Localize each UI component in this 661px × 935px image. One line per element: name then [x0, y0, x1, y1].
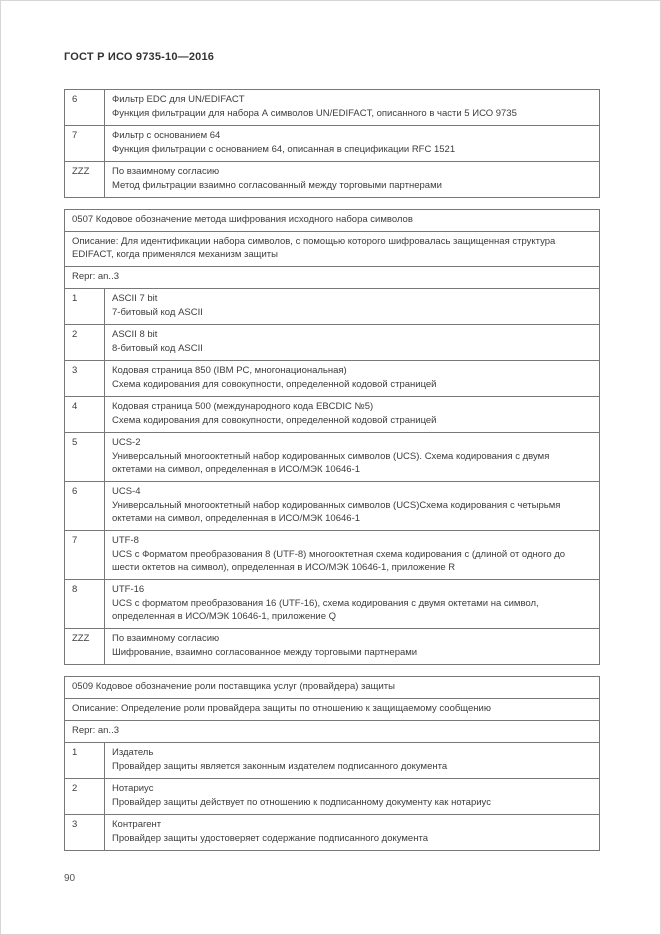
- code-value: ZZZ: [65, 629, 105, 665]
- code-description-cell: [105, 289, 600, 325]
- document-header-title: ГОСТ Р ИСО 9735-10—2016: [64, 51, 215, 63]
- code-name: Контрагент: [112, 819, 162, 830]
- code-name: UTF-8: [112, 535, 139, 546]
- code-name: По взаимному согласию: [112, 633, 220, 644]
- table-row: [65, 325, 600, 361]
- table-row: [65, 531, 600, 580]
- code-value: 5: [65, 433, 105, 482]
- code-description-cell: [105, 779, 600, 815]
- code-name: UCS-4: [112, 486, 141, 497]
- code-name: Кодовая страница 500 (международного кода EBCDIC №5): [112, 401, 374, 412]
- code-value: 7: [65, 531, 105, 580]
- code-description-cell: [105, 126, 600, 162]
- code-description: Универсальный многооктетный набор кодированных символов (UCS)Схема кодирования с четырьмя октетами на символ, определенная в ИСО/МЭК 10646-1: [112, 500, 561, 524]
- table-row: [65, 361, 600, 397]
- code-value: ZZZ: [65, 162, 105, 198]
- code-value: 1: [65, 289, 105, 325]
- code-description: UCS с Форматом преобразования 8 (UTF-8) многооктетная схема кодирования с (длиной от одного до шести октетов на символ), определенная в ИСО/МЭК 10646-1, приложение R: [112, 549, 566, 573]
- table-row: [65, 677, 600, 699]
- code-value: 2: [65, 325, 105, 361]
- code-name: Кодовая страница 850 (IBM PC, многонациональная): [112, 365, 347, 376]
- page-content: [64, 89, 600, 884]
- table-row: [65, 433, 600, 482]
- table-row: [65, 482, 600, 531]
- code-name: ASCII 7 bit: [112, 293, 158, 304]
- code-value: 7: [65, 126, 105, 162]
- table-row: [65, 210, 600, 232]
- code-value: 8: [65, 580, 105, 629]
- code-value: 6: [65, 90, 105, 126]
- code-description: Шифрование, взаимно согласованное между торговыми партнерами: [112, 647, 418, 658]
- code-value: 3: [65, 815, 105, 851]
- code-description-cell: [105, 433, 600, 482]
- code-value: 6: [65, 482, 105, 531]
- code-name: По взаимному согласию: [112, 166, 220, 177]
- code-description: Схема кодирования для совокупности, определенной кодовой страницей: [112, 379, 437, 390]
- code-value: 4: [65, 397, 105, 433]
- table-row: [65, 397, 600, 433]
- code-description-cell: [105, 325, 600, 361]
- code-value: 2: [65, 779, 105, 815]
- table-description: Описание: Определение роли провайдера защиты по отношению к защищаемому сообщению: [65, 699, 600, 721]
- code-name: Нотариус: [112, 783, 154, 794]
- code-description-cell: [105, 361, 600, 397]
- code-name: Фильтр с основанием 64: [112, 130, 221, 141]
- table-row: [65, 815, 600, 851]
- code-description: UCS с форматом преобразования 16 (UTF-16), схема кодирования с двумя октетами на символ, определенная в ИСО/МЭК 10646-1, приложение Q: [112, 598, 539, 622]
- table-row: [65, 289, 600, 325]
- table-row: [65, 721, 600, 743]
- code-name: UCS-2: [112, 437, 141, 448]
- table-0509: [64, 676, 600, 851]
- table-row: [65, 699, 600, 721]
- code-description-cell: [105, 629, 600, 665]
- code-description-cell: [105, 482, 600, 531]
- code-description-cell: [105, 397, 600, 433]
- code-description-cell: [105, 815, 600, 851]
- table-description: Описание: Для идентификации набора символов, с помощью которого шифровалась защищенная структура EDIFACT, когда применялся механизм защиты: [65, 232, 600, 267]
- table-row: [65, 629, 600, 665]
- code-description-cell: [105, 90, 600, 126]
- code-description: Метод фильтрации взаимно согласованный между торговыми партнерами: [112, 180, 442, 191]
- code-description: Функция фильтрации для набора А символов UN/EDIFACT, описанного в части 5 ИСО 9735: [112, 108, 517, 119]
- code-value: 3: [65, 361, 105, 397]
- table-repr: Repr: an..3: [65, 267, 600, 289]
- table-repr: Repr: an..3: [65, 721, 600, 743]
- code-description: Провайдер защиты действует по отношению к подписанному документу как нотариус: [112, 797, 491, 808]
- code-description: 8-битовый код ASCII: [112, 343, 203, 354]
- code-description: Функция фильтрации с основанием 64, описанная в спецификации RFC 1521: [112, 144, 456, 155]
- code-description: 7-битовый код ASCII: [112, 307, 203, 318]
- code-name: Издатель: [112, 747, 154, 758]
- code-description-cell: [105, 743, 600, 779]
- table-row: [65, 743, 600, 779]
- code-value: 1: [65, 743, 105, 779]
- table-title: 0507 Кодовое обозначение метода шифрования исходного набора символов: [65, 210, 600, 232]
- table-row: [65, 267, 600, 289]
- code-description: Провайдер защиты является законным издателем подписанного документа: [112, 761, 448, 772]
- table-title: 0509 Кодовое обозначение роли поставщика услуг (провайдера) защиты: [65, 677, 600, 699]
- code-description: Схема кодирования для совокупности, определенной кодовой страницей: [112, 415, 437, 426]
- filter-codes-table: [64, 89, 600, 198]
- code-name: UTF-16: [112, 584, 145, 595]
- page-number: 90: [64, 873, 76, 884]
- table-row: [65, 90, 600, 126]
- code-description-cell: [105, 580, 600, 629]
- table-row: [65, 580, 600, 629]
- table-row: [65, 126, 600, 162]
- code-description: Провайдер защиты удостоверяет содержание подписанного документа: [112, 833, 428, 844]
- table-row: [65, 232, 600, 267]
- code-description: Универсальный многооктетный набор кодированных символов (UCS). Схема кодирования с двумя октетами на символ, определенная в ИСО/МЭК 10646-1: [112, 451, 550, 475]
- code-description-cell: [105, 162, 600, 198]
- code-name: Фильтр EDC для UN/EDIFACT: [112, 94, 245, 105]
- code-description-cell: [105, 531, 600, 580]
- code-name: ASCII 8 bit: [112, 329, 158, 340]
- table-0507: [64, 209, 600, 665]
- table-row: [65, 162, 600, 198]
- table-row: [65, 779, 600, 815]
